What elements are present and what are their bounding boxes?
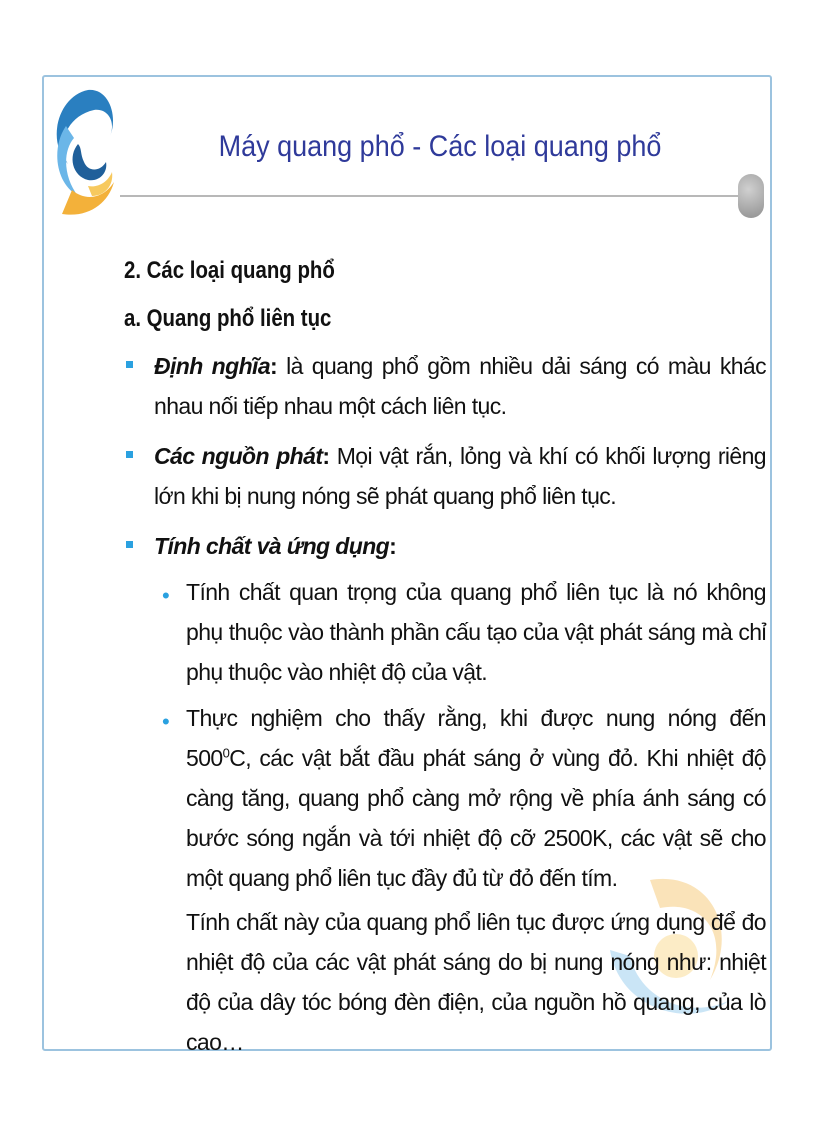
slide-content — [124, 254, 766, 1062]
swirl-logo-icon — [48, 86, 120, 222]
sub-bullet-text-before: Thực nghiệm cho thấy rằng, khi được nung nóng đến 500 — [186, 705, 766, 771]
dot-bullet-icon: • — [162, 583, 170, 608]
square-bullet-icon — [126, 541, 133, 548]
title-divider — [120, 195, 742, 197]
square-bullet-icon — [126, 361, 133, 368]
section-heading: 2. Các loại quang phổ — [124, 257, 335, 284]
bullet-properties — [124, 526, 766, 566]
subsection-heading: a. Quang phổ liên tục — [124, 305, 332, 332]
bullet-definition — [124, 346, 766, 426]
bullet-sources — [124, 436, 766, 516]
sub-bullet-property — [124, 572, 766, 692]
gray-knob-icon — [738, 174, 764, 218]
bullet-separator: : — [270, 353, 278, 379]
sub-bullet-experiment — [124, 698, 766, 898]
bullet-text: Mọi vật rắn, lỏng và khí có khối lượng riêng lớn khi bị nung nóng sẽ phát quang phổ liên tục. — [154, 443, 766, 509]
bullet-label: Các nguồn phát — [154, 443, 323, 469]
bullet-separator: : — [322, 443, 330, 469]
page-title: Máy quang phổ - Các loại quang phổ — [218, 130, 662, 163]
bullet-label: Tính chất và ứng dụng — [154, 533, 390, 559]
closing-paragraph: Tính chất này của quang phổ liên tục được ứng dụng để đo nhiệt độ của các vật phát sáng do bị nung nóng như: nhiệt độ của dây tóc bóng đèn điện, của nguồn hồ quang, của lò cao… — [186, 909, 766, 1055]
sub-bullet-text: Tính chất quan trọng của quang phổ liên tục là nó không phụ thuộc vào thành phần cấu tạo của vật phát sáng mà chỉ phụ thuộc vào nhiệt độ của vật. — [186, 579, 766, 685]
dot-bullet-icon: • — [162, 709, 170, 734]
degree-superscript: 0 — [222, 745, 230, 761]
sub-bullet-text-after: C, các vật bắt đầu phát sáng ở vùng đỏ. Khi nhiệt độ càng tăng, quang phổ càng mở rộng về phía ánh sáng có bước sóng ngắn và tới nhiệt độ cỡ 2500K, các vật sẽ cho một quang phổ liên tục đầy đủ từ đỏ đến tím. — [186, 745, 766, 891]
bullet-separator: : — [389, 533, 397, 559]
bullet-label: Định nghĩa — [154, 353, 271, 379]
square-bullet-icon — [126, 451, 133, 458]
bullet-text: là quang phổ gồm nhiều dải sáng có màu khác nhau nối tiếp nhau một cách liên tục. — [154, 353, 767, 419]
